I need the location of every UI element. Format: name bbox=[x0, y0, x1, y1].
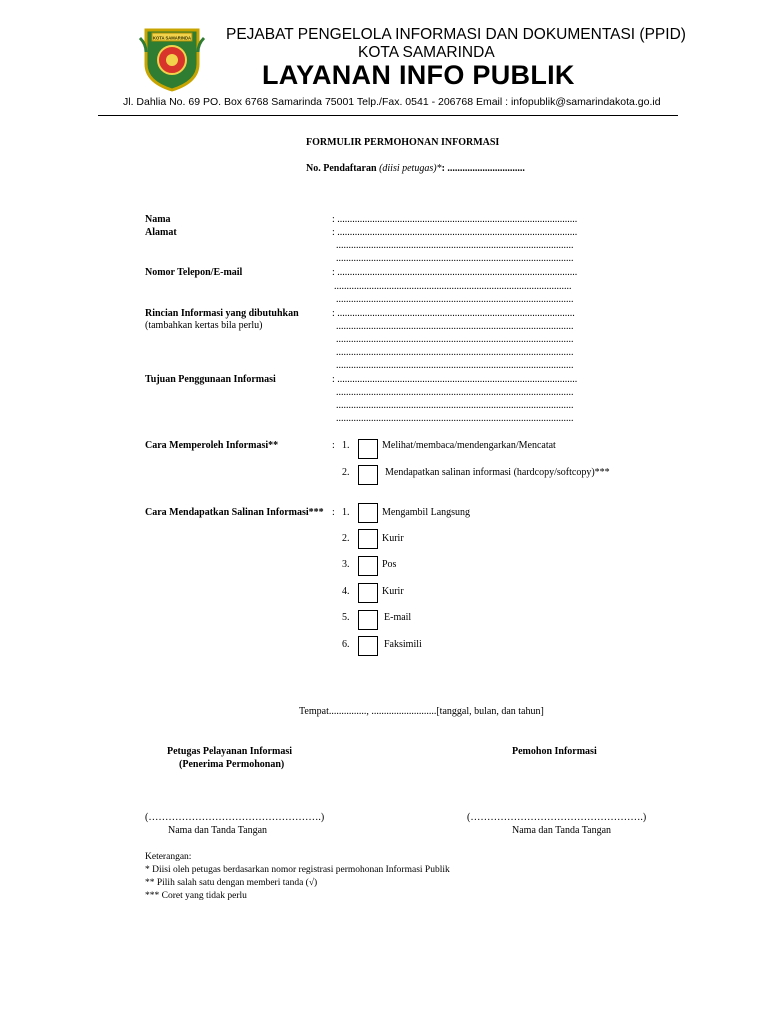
label-tujuan: Tujuan Penggunaan Informasi bbox=[145, 374, 276, 385]
label-nama: Nama bbox=[145, 214, 171, 225]
label-rincian: Rincian Informasi yang dibutuhkan bbox=[145, 308, 299, 319]
option-faksimili: Faksimili bbox=[384, 639, 422, 650]
note-item: * Diisi oleh petugas berdasarkan nomor registrasi permohonan Informasi Publik bbox=[145, 865, 450, 875]
option-mengambil-langsung: Mengambil Langsung bbox=[382, 507, 471, 518]
header-title: LAYANAN INFO PUBLIK bbox=[262, 60, 575, 90]
option-salinan: Mendapatkan salinan informasi (hardcopy/softcopy)*** bbox=[385, 467, 610, 478]
input-tujuan-2[interactable]: ............................................................................................... bbox=[336, 387, 574, 398]
logo-text: KOTA SAMARINDA bbox=[152, 35, 192, 41]
pemohon-title: Pemohon Informasi bbox=[512, 746, 597, 757]
option-kurir: Kurir bbox=[382, 533, 404, 544]
input-rincian-4[interactable]: ............................................................................................... bbox=[336, 347, 574, 358]
input-alamat-1[interactable]: : ................................................................................................ bbox=[332, 227, 578, 238]
label-alamat: Alamat bbox=[145, 227, 177, 238]
option-melihat: Melihat/membaca/mendengarkan/Mencatat bbox=[382, 440, 556, 451]
note-item: ** Pilih salah satu dengan memberi tanda (√) bbox=[145, 878, 318, 888]
header-agency: PEJABAT PENGELOLA INFORMASI DAN DOKUMENTASI (PPID) bbox=[226, 26, 686, 43]
header-address: Jl. Dahlia No. 69 PO. Box 6768 Samarinda 75001 Telp./Fax. 0541 - 206768 Email : infopublik@samarindakota.go.id bbox=[123, 96, 661, 108]
input-tujuan-1[interactable]: : ................................................................................................ bbox=[332, 374, 578, 385]
petugas-signature-line[interactable]: (…………………………………………….) bbox=[145, 812, 325, 823]
pemohon-signature-caption: Nama dan Tanda Tangan bbox=[512, 825, 612, 836]
header-city: KOTA SAMARINDA bbox=[358, 44, 495, 61]
checkbox-email[interactable] bbox=[358, 610, 378, 630]
registration-number bbox=[306, 163, 525, 174]
label-rincian-note: (tambahkan kertas bila perlu) bbox=[145, 320, 263, 331]
option-number: 1. bbox=[342, 440, 350, 451]
option-number: 2. bbox=[342, 533, 350, 544]
place-date-line[interactable]: Tempat..............., ..........................[tanggal, bulan, dan tahun] bbox=[299, 706, 544, 717]
option-kurir-2: Kurir bbox=[382, 586, 404, 597]
label-telepon: Nomor Telepon/E-mail bbox=[145, 267, 243, 278]
notes-heading: Keterangan: bbox=[145, 852, 192, 862]
input-rincian-5[interactable]: ............................................................................................... bbox=[336, 360, 574, 371]
checkbox-kurir-2[interactable] bbox=[358, 583, 378, 603]
checkbox-kurir[interactable] bbox=[358, 529, 378, 549]
input-telepon-1[interactable]: : ................................................................................................ bbox=[332, 267, 578, 278]
option-pos: Pos bbox=[382, 559, 397, 570]
colon-cara-memperoleh: : bbox=[332, 440, 335, 451]
input-alamat-2[interactable]: ............................................................................................... bbox=[336, 240, 574, 251]
input-rincian-3[interactable]: ............................................................................................... bbox=[336, 334, 574, 345]
input-telepon-3[interactable]: ............................................................................................... bbox=[336, 294, 574, 305]
input-telepon-2[interactable]: ............................................................................................... bbox=[334, 281, 572, 292]
option-number: 2. bbox=[342, 467, 350, 478]
reg-dots: : ............................... bbox=[441, 163, 525, 174]
input-alamat-3[interactable]: ............................................................................................... bbox=[336, 253, 574, 264]
checkbox-melihat[interactable] bbox=[358, 439, 378, 459]
option-number: 6. bbox=[342, 639, 350, 650]
checkbox-pos[interactable] bbox=[358, 556, 378, 576]
reg-note: (diisi petugas)* bbox=[379, 163, 442, 174]
option-email: E-mail bbox=[384, 612, 412, 623]
checkbox-salinan[interactable] bbox=[358, 465, 378, 485]
input-tujuan-3[interactable]: ............................................................................................... bbox=[336, 400, 574, 411]
option-number: 1. bbox=[342, 507, 350, 518]
note-item: *** Coret yang tidak perlu bbox=[145, 891, 247, 901]
label-cara-memperoleh: Cara Memperoleh Informasi** bbox=[145, 440, 279, 451]
input-nama[interactable]: : ................................................................................................ bbox=[332, 214, 578, 225]
kota-samarinda-logo bbox=[138, 24, 206, 92]
input-rincian-2[interactable]: ............................................................................................... bbox=[336, 321, 574, 332]
header-divider bbox=[98, 115, 678, 116]
label-cara-salinan: Cara Mendapatkan Salinan Informasi*** bbox=[145, 507, 324, 518]
option-number: 5. bbox=[342, 612, 350, 623]
petugas-subtitle: (Penerima Permohonan) bbox=[179, 759, 285, 770]
input-rincian-1[interactable]: : ............................................................................................... bbox=[332, 308, 575, 319]
option-number: 3. bbox=[342, 559, 350, 570]
input-tujuan-4[interactable]: ............................................................................................... bbox=[336, 413, 574, 424]
pemohon-signature-line[interactable]: (…………………………………………….) bbox=[467, 812, 647, 823]
colon-cara-salinan: : bbox=[332, 507, 335, 518]
checkbox-faksimili[interactable] bbox=[358, 636, 378, 656]
form-title: FORMULIR PERMOHONAN INFORMASI bbox=[306, 137, 500, 148]
petugas-signature-caption: Nama dan Tanda Tangan bbox=[168, 825, 268, 836]
reg-label: No. Pendaftaran bbox=[306, 163, 377, 174]
checkbox-mengambil-langsung[interactable] bbox=[358, 503, 378, 523]
option-number: 4. bbox=[342, 586, 350, 597]
petugas-title: Petugas Pelayanan Informasi bbox=[167, 746, 292, 757]
